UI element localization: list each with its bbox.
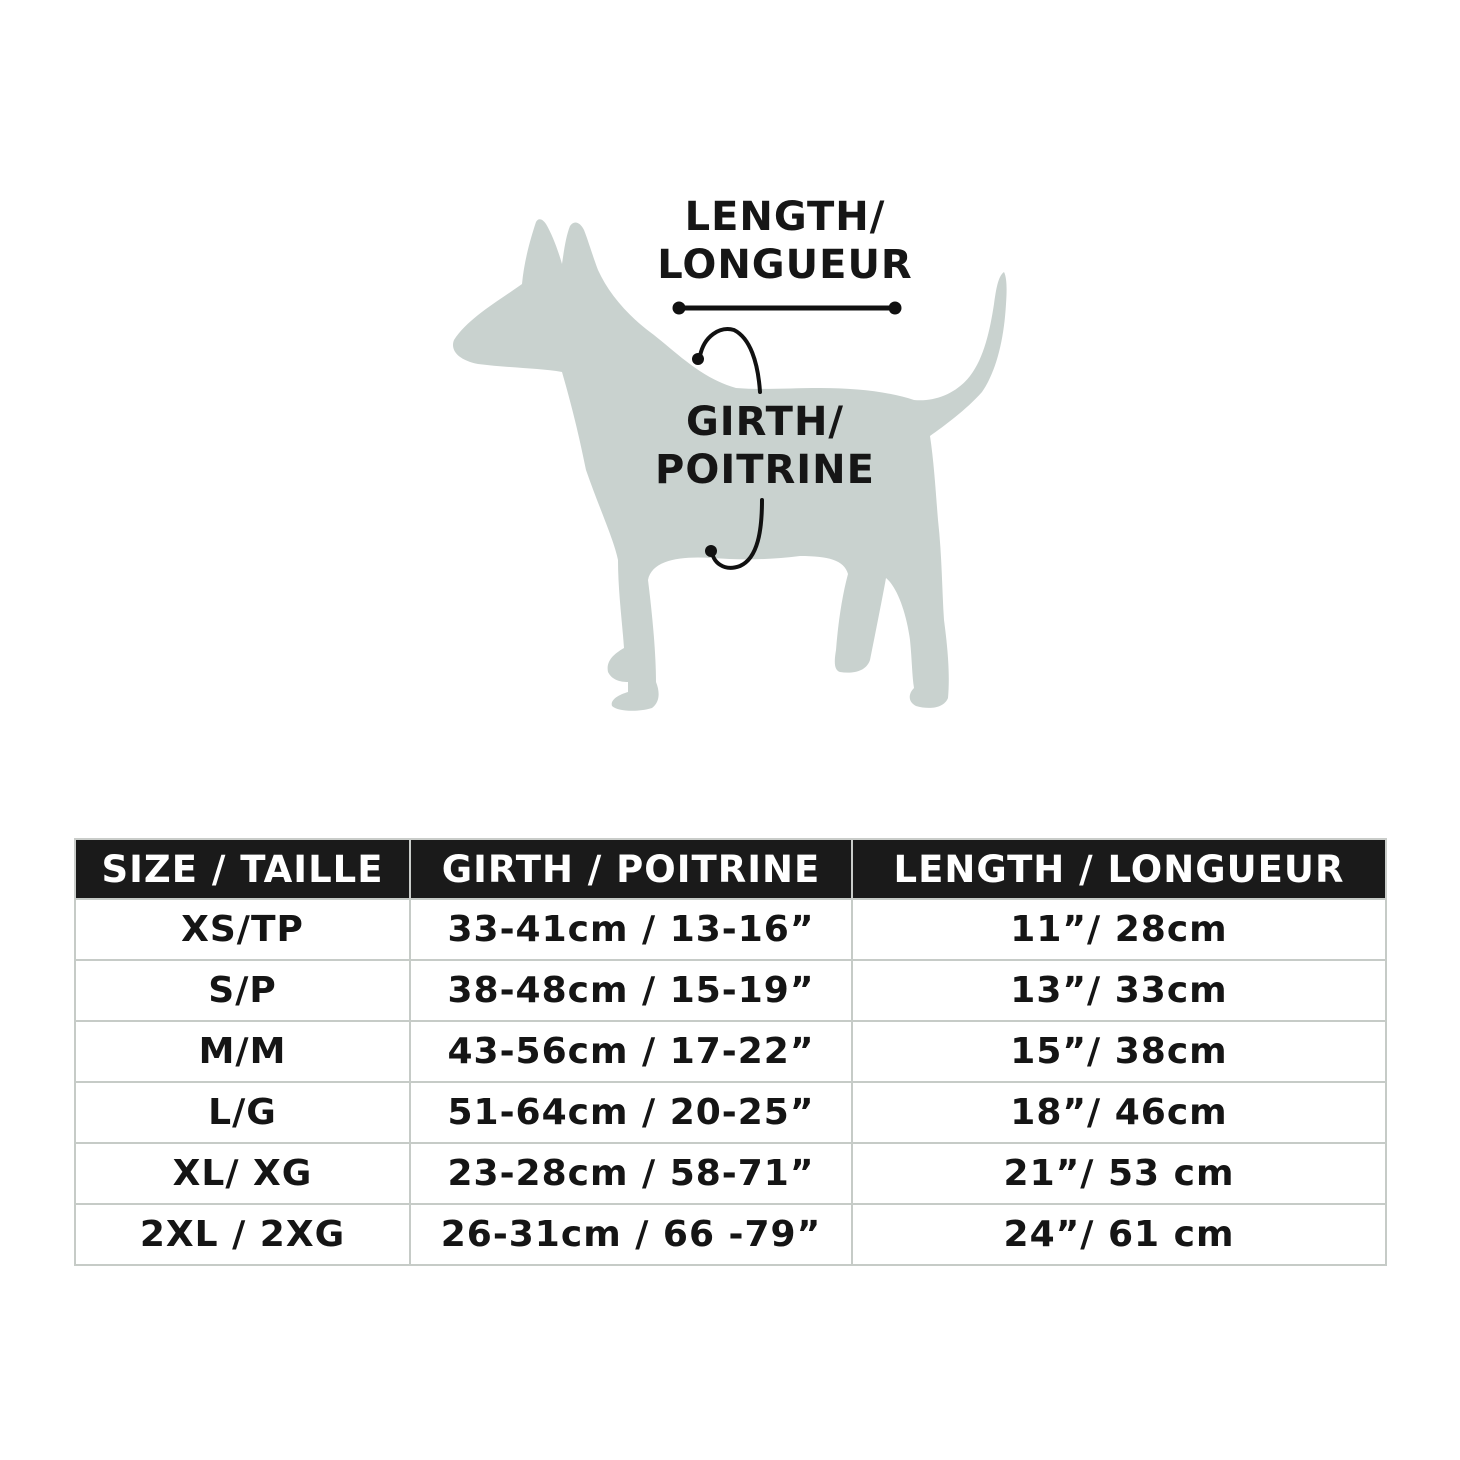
girth-label (620, 398, 910, 494)
length-cell: 11”/ 28cm (852, 899, 1386, 960)
girth-label-line1: GIRTH/ (685, 399, 845, 445)
header-length: LENGTH / LONGUEUR (852, 839, 1386, 899)
size-cell: L/G (75, 1082, 410, 1143)
table-row (75, 960, 1386, 1021)
table-header (75, 839, 1386, 899)
length-cell: 24”/ 61 cm (852, 1204, 1386, 1265)
size-cell: 2XL / 2XG (75, 1204, 410, 1265)
header-row (75, 839, 1386, 899)
girth-cell: 51-64cm / 20-25” (410, 1082, 852, 1143)
size-chart-table (74, 838, 1387, 1266)
table-row (75, 1143, 1386, 1204)
table-row (75, 1082, 1386, 1143)
girth-cell: 26-31cm / 66 -79” (410, 1204, 852, 1265)
table-row (75, 1021, 1386, 1082)
length-marker (673, 302, 901, 314)
size-cell: XL/ XG (75, 1143, 410, 1204)
size-cell: S/P (75, 960, 410, 1021)
length-cell: 21”/ 53 cm (852, 1143, 1386, 1204)
girth-label-line2: POITRINE (655, 447, 875, 493)
girth-cell: 23-28cm / 58-71” (410, 1143, 852, 1204)
size-cell: M/M (75, 1021, 410, 1082)
header-girth: GIRTH / POITRINE (410, 839, 852, 899)
girth-cell: 33-41cm / 13-16” (410, 899, 852, 960)
size-cell: XS/TP (75, 899, 410, 960)
length-cell: 13”/ 33cm (852, 960, 1386, 1021)
length-label-line2: LONGUEUR (657, 242, 913, 288)
length-cell: 15”/ 38cm (852, 1021, 1386, 1082)
length-cell: 18”/ 46cm (852, 1082, 1386, 1143)
girth-cell: 43-56cm / 17-22” (410, 1021, 852, 1082)
girth-cell: 38-48cm / 15-19” (410, 960, 852, 1021)
length-label (630, 193, 940, 289)
table-row (75, 1204, 1386, 1265)
table-body (75, 899, 1386, 1265)
table-row (75, 899, 1386, 960)
header-size: SIZE / TAILLE (75, 839, 410, 899)
length-label-line1: LENGTH/ (684, 194, 886, 240)
